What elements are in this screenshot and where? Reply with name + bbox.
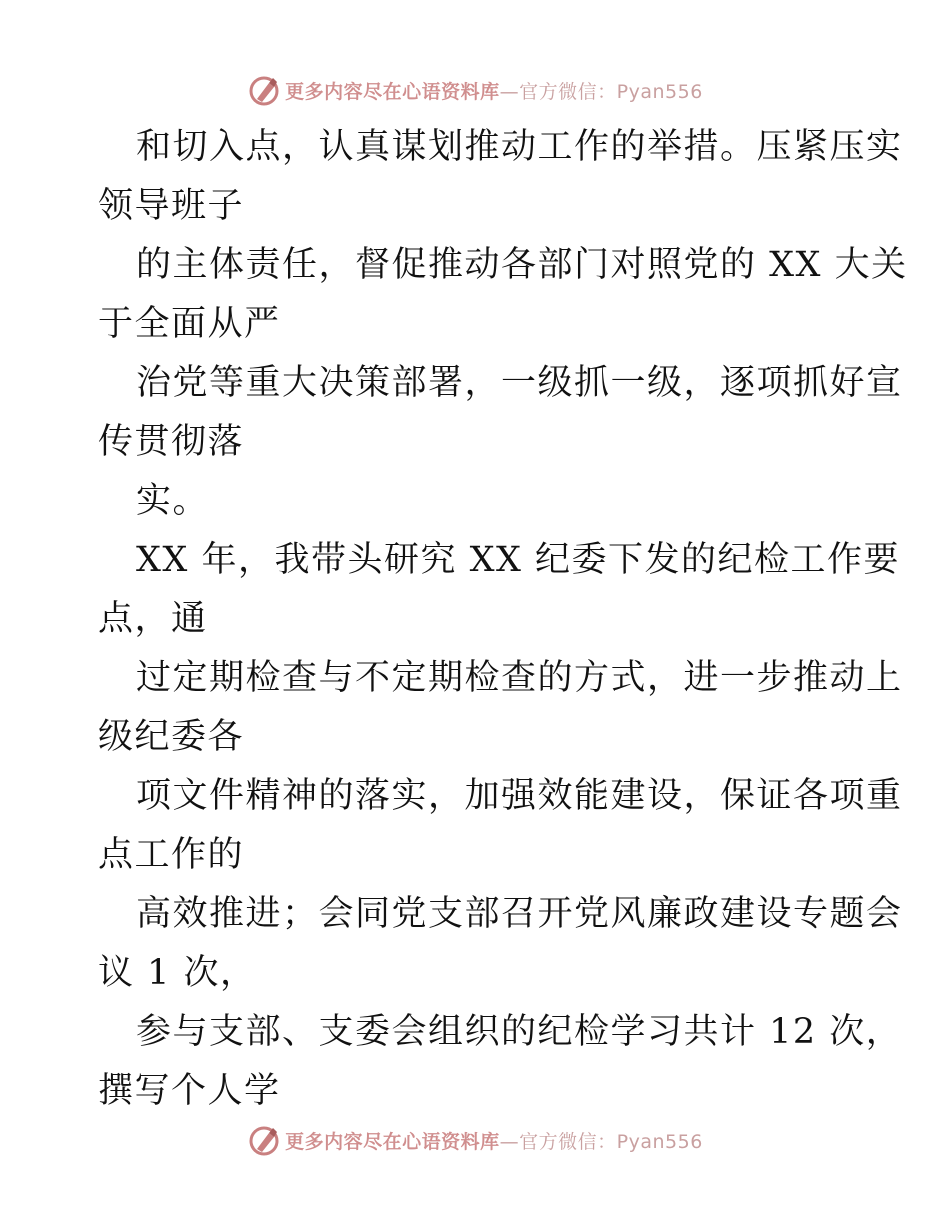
text-line: 治党等重大决策部署，一级抓一级，逐项抓好宣 xyxy=(136,363,903,403)
text-line: 高效推进；会同党支部召开党风廉政建设专题会 xyxy=(136,894,903,934)
header-watermark-banner xyxy=(0,70,950,110)
text-line: 过定期检查与不定期检查的方式，进一步推动上 xyxy=(136,658,903,698)
text-line: 传贯彻落 xyxy=(98,422,245,462)
text-line: 实。 xyxy=(136,481,210,521)
pen-nib-icon xyxy=(247,73,281,107)
text-line: 参与支部、支委会组织的纪检学习共计 12 次， xyxy=(136,1012,903,1052)
banner-wechat: —官方微信：Pyan556 xyxy=(499,1130,703,1153)
text-line: 议 1 次， xyxy=(98,953,257,993)
text-line: 项文件精神的落实，加强效能建设，保证各项重 xyxy=(136,776,903,816)
text-line: 领导班子 xyxy=(98,186,245,226)
banner-title: 更多内容尽在心语资料库 xyxy=(285,1130,500,1153)
text-line: 的主体责任，督促推动各部门对照党的 XX 大关 xyxy=(136,245,908,285)
text-line: 级纪委各 xyxy=(98,717,245,757)
text-line: 点，通 xyxy=(98,599,208,639)
banner-title: 更多内容尽在心语资料库 xyxy=(285,80,500,103)
text-line: 撰写个人学 xyxy=(98,1071,281,1111)
document-body xyxy=(98,118,908,1121)
text-line: 点工作的 xyxy=(98,835,245,875)
banner-wechat: —官方微信：Pyan556 xyxy=(499,80,703,103)
text-line: XX 年，我带头研究 XX 纪委下发的纪检工作要 xyxy=(136,540,901,580)
footer-watermark-banner xyxy=(0,1120,950,1160)
pen-nib-icon xyxy=(247,1123,281,1157)
text-line: 和切入点，认真谋划推动工作的举措。压紧压实 xyxy=(136,127,903,167)
text-line: 于全面从严 xyxy=(98,304,281,344)
